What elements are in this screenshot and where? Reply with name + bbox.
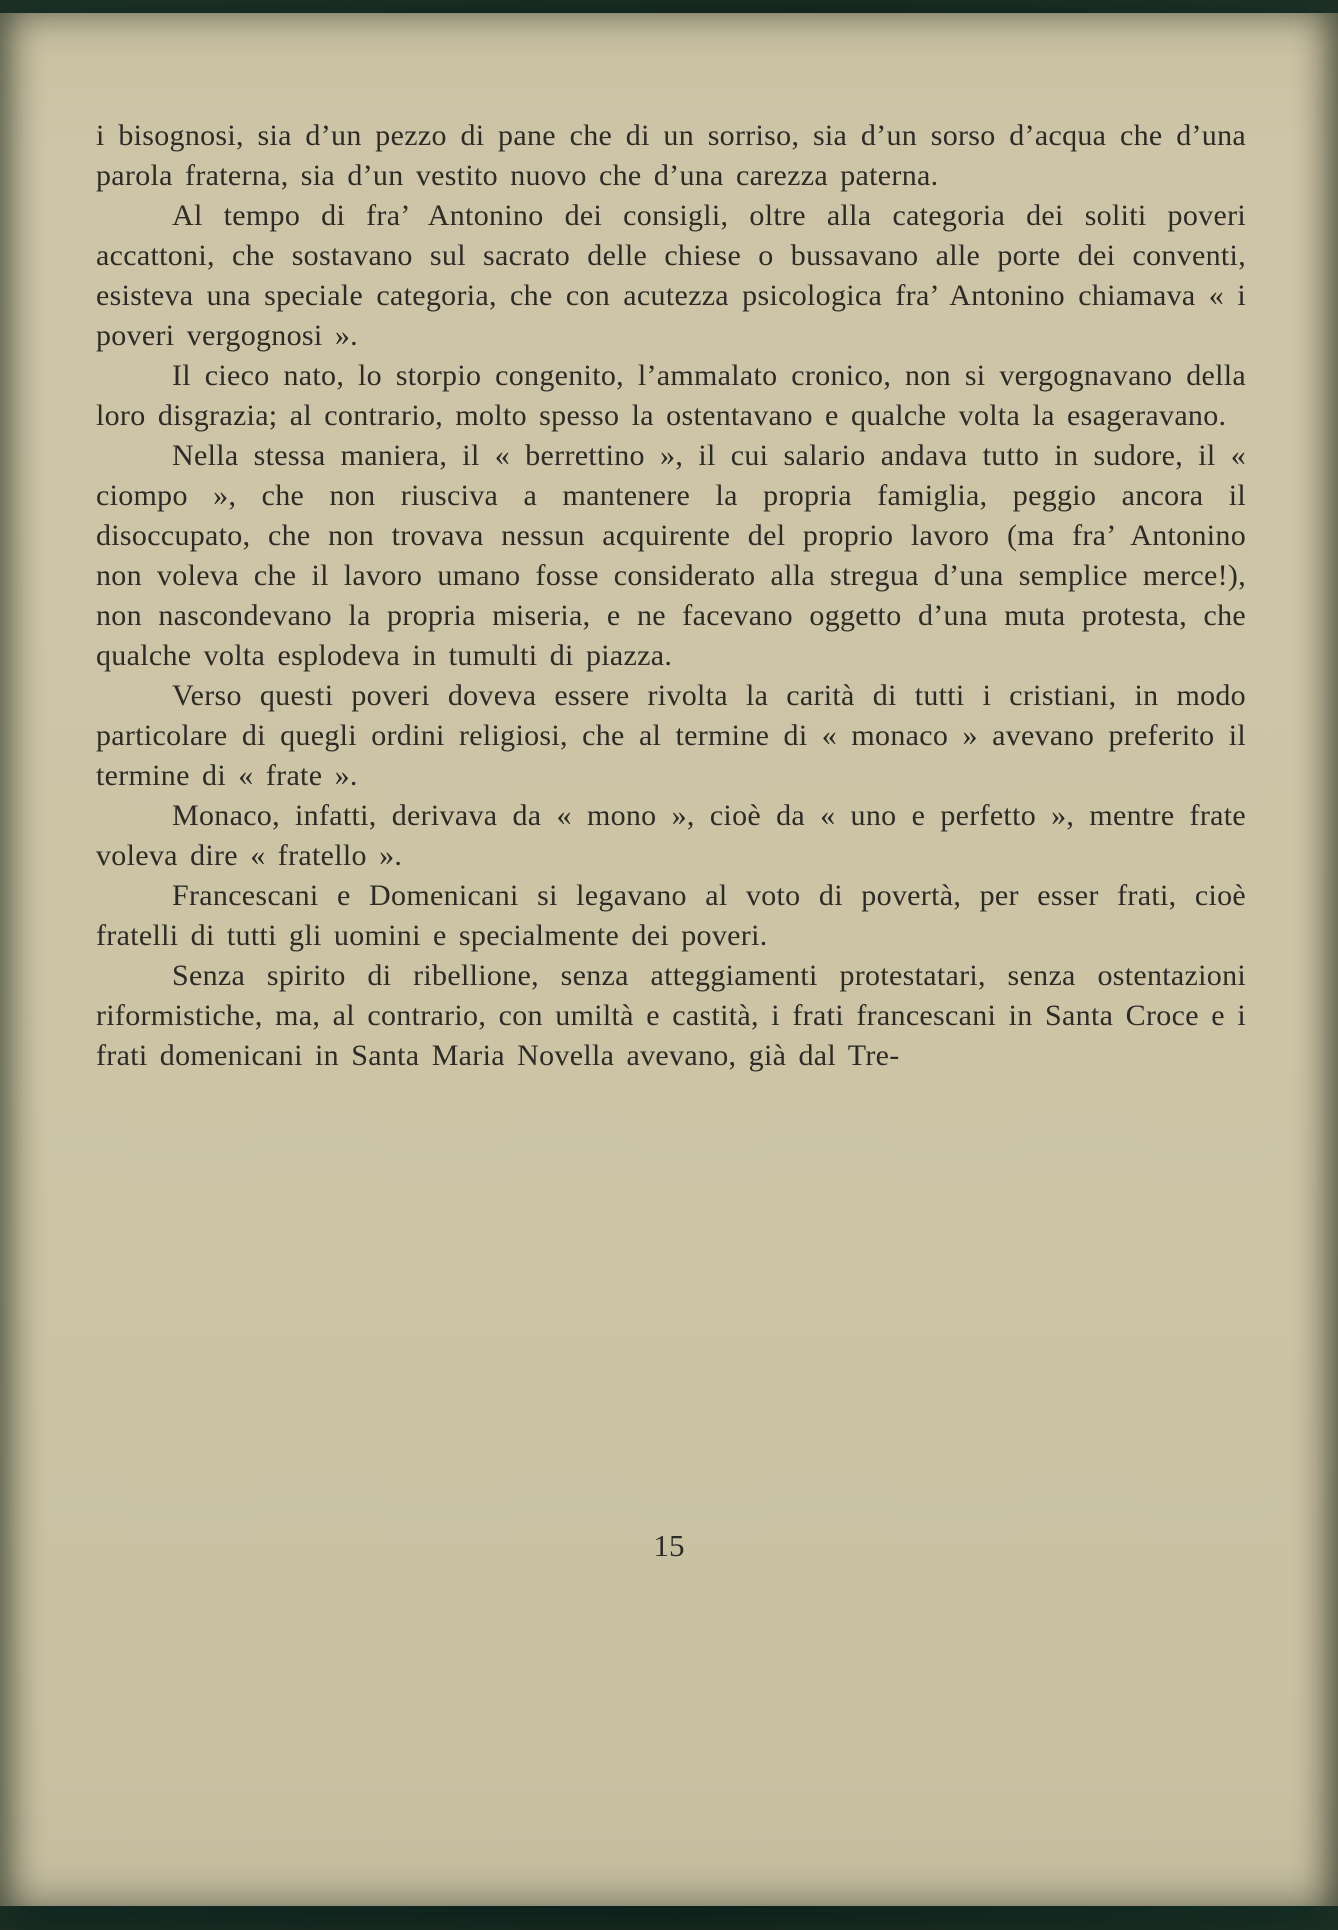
paragraph: Nella stessa maniera, il « berrettino », il cui salario andava tutto in sudore, il « ciompo », che non riusciva a mantenere la propria famiglia, peggio ancora il disoccupato, che non trovava nessun acquirente del proprio lavoro (ma fra’ Antonino non voleva che il lavoro umano fosse considerato alla stregua d’una semplice merce!), non nascondevano la propria miseria, e ne facevano oggetto d’una muta protesta, che qualche volta esplodeva in tumulti di piazza. xyxy=(96,439,1246,672)
paragraph: Il cieco nato, lo storpio congenito, l’ammalato cronico, non si vergognavano della loro disgrazia; al contrario, molto spesso la ostentavano e qualche volta la esageravano. xyxy=(96,359,1246,432)
paragraph: Senza spirito di ribellione, senza atteggiamenti protestatari, senza ostentazioni riformistiche, ma, al contrario, con umiltà e castità, i frati francescani in Santa Croce e i frati domenicani in Santa Maria Novella avevano, già dal Tre- xyxy=(96,959,1246,1072)
paragraph: i bisognosi, sia d’un pezzo di pane che di un sorriso, sia d’un sorso d’acqua che d’una parola fraterna, sia d’un vestito nuovo che d’una carezza paterna. xyxy=(96,119,1246,192)
paragraph: Verso questi poveri doveva essere rivolta la carità di tutti i cristiani, in modo particolare di quegli ordini religiosi, che al termine di « monaco » avevano preferito il termine di « frate ». xyxy=(96,679,1246,792)
scan-edge-bottom xyxy=(0,1906,1338,1930)
page-text-block xyxy=(96,116,1246,1076)
paragraph: Al tempo di fra’ Antonino dei consigli, oltre alla categoria dei soliti poveri accattoni, che sostavano sul sacrato delle chiese o bussavano alle porte dei conventi, esisteva una speciale categoria, che con acutezza psicologica fra’ Antonino chiamava « i poveri vergognosi ». xyxy=(96,199,1246,352)
paragraph: Monaco, infatti, derivava da « mono », cioè da « uno e perfetto », mentre frate voleva dire « fratello ». xyxy=(96,799,1246,872)
page-number: 15 xyxy=(653,1528,685,1563)
scan-edge-top xyxy=(0,0,1338,13)
paragraph: Francescani e Domenicani si legavano al voto di povertà, per esser frati, cioè fratelli di tutti gli uomini e specialmente dei poveri. xyxy=(96,879,1246,952)
